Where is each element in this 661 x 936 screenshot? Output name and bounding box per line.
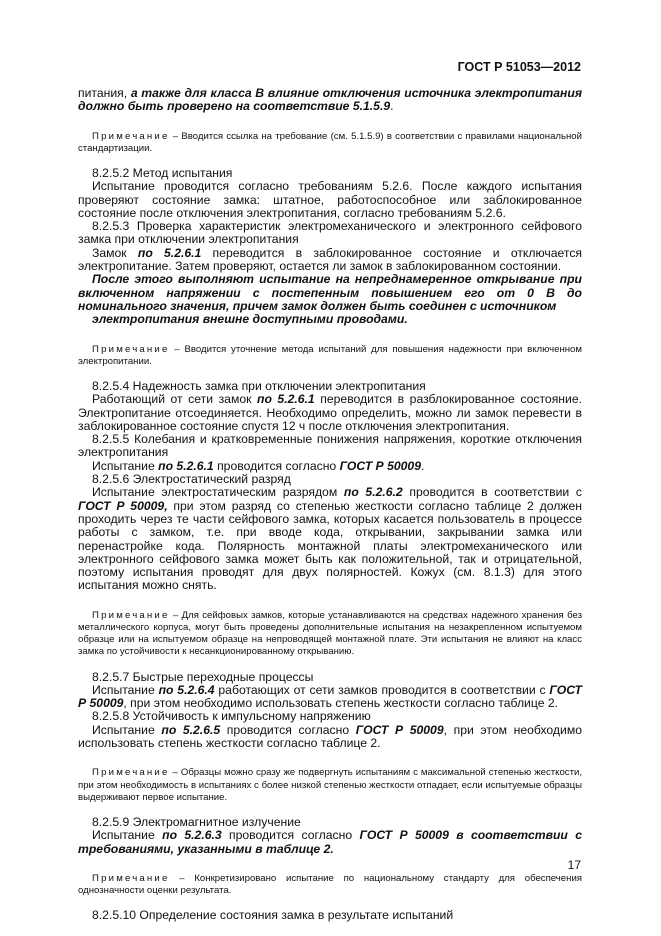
section-body-8255 — [78, 460, 582, 473]
standard-ref: ГОСТ Р 50009 — [355, 722, 444, 737]
text-run: Испытание — [92, 828, 163, 843]
standard-ref: ГОСТ Р 50009, — [78, 498, 168, 513]
standard-ref: ГОСТ Р 50009 в соответствии с требованиями, указанными в таблице 2. — [78, 828, 582, 856]
section-heading-8256: 8.2.5.6 Электростатический разряд — [92, 472, 291, 487]
clause-ref: по 5.2.6.1 — [137, 245, 202, 260]
text-run: , при этом необходимо использовать степень жесткости согласно таблице 2. — [78, 722, 582, 751]
note-1 — [78, 131, 582, 155]
note-4 — [78, 767, 582, 804]
page-number: 17 — [567, 858, 581, 872]
document-body — [78, 87, 582, 923]
text-run: проводится согласно — [213, 458, 340, 473]
section-heading-8255: 8.2.5.5 Колебания и кратковременные понижения напряжения, короткие отключения электропитания — [78, 432, 582, 460]
section-heading-8257: 8.2.5.7 Быстрые переходные процессы — [92, 669, 314, 684]
clause-ref: по 5.2.6.3 — [162, 828, 222, 843]
text-run: работающих от сети замков проводится в соответствии с — [214, 682, 550, 697]
paragraph-continuation — [78, 87, 582, 114]
note-3 — [78, 610, 582, 659]
note-label: Примечание — [92, 130, 170, 142]
text-run: . — [390, 99, 394, 114]
text-run: переводится в заблокированное состояние и отключается электропитание. Затем проверяют, остается ли замок в заблокированном состоянии. — [78, 245, 583, 274]
clause-ref: по 5.2.6.5 — [161, 722, 221, 737]
note-5 — [78, 873, 582, 897]
text-run: Работающий от сети замок — [92, 392, 257, 407]
note-text: – Вводится уточнение метода испытаний для повышения надежности при включенном электропитании. — [78, 343, 582, 367]
note-2 — [78, 344, 582, 368]
section-body-8258 — [78, 724, 582, 751]
text-run: проводится согласно — [220, 722, 356, 737]
note-text: – Конкретизировано испытание по национальному стандарту для обеспечения однозначности оценки результата. — [78, 872, 582, 897]
note-text: – Для сейфовых замков, которые устанавливаются на средствах надежного хранения без металлического корпуса, могут быть проведены дополнительные испытания на незакрепленном испытуемом образце или на испытуемом образце на непроводящей монтажной плате. Эти испытания не влияют на класс замка по устойчивости к несанкционированному открыванию. — [78, 609, 582, 658]
section-body-8257 — [78, 684, 582, 711]
note-label: Примечание — [92, 343, 170, 355]
section-body-8253 — [78, 247, 582, 274]
clause-ref: по 5.2.6.1 — [257, 392, 315, 407]
text-run: проводится согласно — [221, 828, 360, 843]
text-run: , при этом необходимо использовать степень жесткости согласно таблице 2. — [123, 696, 559, 711]
document-header: ГОСТ Р 51053—2012 — [457, 60, 581, 74]
emphasis-text: а также для класса B влияние отключения источника электропитания должно быть проверено на соответствие 5.1.5.9 — [78, 86, 582, 114]
section-body-8256 — [78, 486, 582, 592]
text-run: питания, — [78, 86, 128, 100]
section-added-8253: После этого выполняют испытание на непреднамеренное открывание при включенном напряжении с постепенным повышением его от 0 В до номинального значения, причем замок должен быть соединен с источником — [78, 272, 582, 313]
text-run: Замок — [92, 245, 138, 260]
section-heading-8253: 8.2.5.3 Проверка характеристик электромеханического и электронного сейфового замка при отключении электропитания — [78, 219, 582, 247]
text-run: переводится в разблокированное состояние. Электропитание отсоединяется. Необходимо определить, можно ли замок перевести в заблокированное состояние спустя 12 ч после отключения электропитания. — [78, 392, 583, 433]
standard-ref: ГОСТ Р 50009 — [78, 682, 583, 711]
note-label: Примечание — [92, 767, 170, 779]
section-body-8254 — [78, 393, 582, 433]
text-run: при этом разряд со степенью жесткости согласно таблице 2 должен проходить через те части сейфового замка, которых касается пользователь в процессе работы с замком, т.е. при вводе кода, открывании, закрывании замка или перенастройке кода. Полярность монтажной платы электромеханического или электронного сейфового замка может быть как положительной, так и отрицательной, поэтому испытания проводят для двух полярностей. Кожух (см. 8.1.3) для этого испытания можно снять. — [78, 498, 582, 593]
section-body-8259 — [78, 829, 582, 856]
text-run: Испытание — [92, 682, 159, 697]
note-text: – Вводится ссылка на требование (см. 5.1.5.9) в соответствии с правилами национальной стандартизации. — [78, 130, 582, 154]
text-run: Испытание — [92, 722, 162, 737]
note-label: Примечание — [92, 609, 170, 621]
clause-ref: по 5.2.6.1 — [158, 458, 214, 473]
note-label: Примечание — [92, 872, 170, 884]
section-heading-8252: 8.2.5.2 Метод испытания — [92, 166, 233, 180]
section-body-8252: Испытание проводится согласно требованиям 5.2.6. После каждого испытания проверяют состояние замка: штатное, работоспособное или заблокированное состояние после отключения электропитания, согласно требованиям 5.2.6. — [78, 179, 582, 220]
text-run: проводится в соответствии с — [402, 485, 582, 500]
section-added-8253-cont: электропитания внешне доступными проводами. — [92, 312, 408, 327]
note-text: – Образцы можно сразу же подвергнуть испытаниям с максимальной степенью жесткости, при этом необходимость в испытаниях с более низкой степенью жесткости отпадает, если испытуемые образцы выдерживают первое испытание. — [78, 767, 582, 803]
section-heading-8258: 8.2.5.8 Устойчивость к импульсному напряжению — [92, 709, 371, 724]
section-heading-8254: 8.2.5.4 Надежность замка при отключении электропитания — [92, 378, 426, 393]
text-run: Испытание — [92, 458, 159, 473]
section-heading-82510: 8.2.5.10 Определение состояния замка в результате испытаний — [92, 908, 454, 923]
text-run: Испытание электростатическим разрядом — [92, 485, 344, 500]
text-run: . — [420, 458, 425, 473]
clause-ref: по 5.2.6.4 — [158, 682, 215, 697]
section-heading-8259: 8.2.5.9 Электромагнитное излучение — [92, 814, 301, 829]
standard-ref: ГОСТ Р 50009 — [339, 458, 421, 473]
clause-ref: по 5.2.6.2 — [343, 485, 403, 500]
